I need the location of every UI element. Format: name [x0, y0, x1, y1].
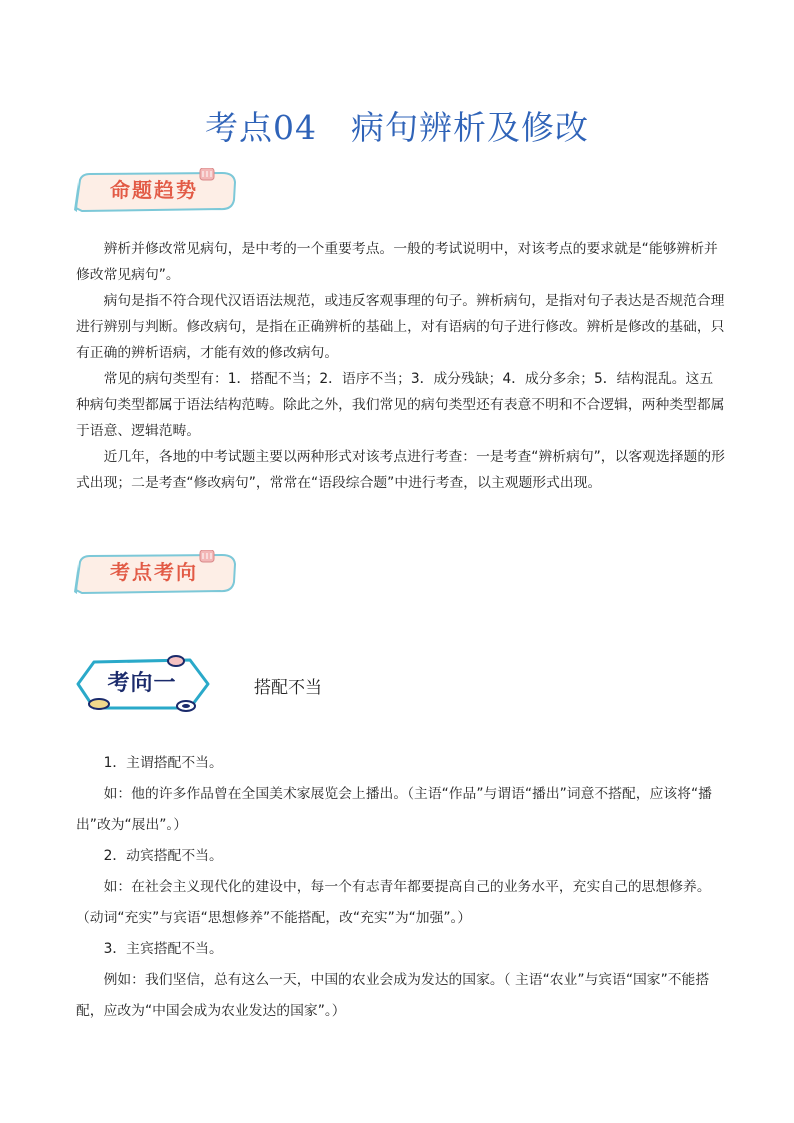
list-item: 3．主宾搭配不当。: [103, 941, 223, 957]
section-heading: 搭配不当: [254, 678, 322, 698]
badge-label: 考向一: [107, 670, 177, 696]
paragraph: 常见的病句类型有：1．搭配不当；2．语序不当；3．成分残缺；4．成分多余；5．结构混乱。这五种病句类型都属于语法结构范畴。除此之外，我们常见的病句类型还有表意不明和不合逻辑，两种类型都属于语意、逻辑范畴。: [76, 371, 725, 439]
section-tag-direction: [72, 550, 240, 596]
tag-label: 命题趋势: [110, 178, 198, 202]
list-item: （动词“充实”与宾语“思想修养”不能搭配，改“充实”为“加强”。）: [76, 910, 472, 926]
direction-badge: [72, 648, 212, 718]
intro-text: [76, 236, 726, 496]
paragraph: 近几年，各地的中考试题主要以两种形式对该考点进行考查：一是考查“辨析病句”，以客观选择题的形式出现；二是考查“修改病句”，常常在“语段综合题”中进行考查，以主观题形式出现。: [76, 449, 725, 491]
examples-list: [76, 748, 726, 1027]
list-item: 例如：我们坚信，总有这么一天，中国的农业会成为发达的国家。（ 主语“农业”与宾语“国家”不能搭配，应改为“中国会成为农业发达的国家”。）: [76, 972, 710, 1019]
paragraph: 病句是指不符合现代汉语语法规范，或违反客观事理的句子。辨析病句，是指对句子表达是否规范合理进行辨别与判断。修改病句，是指在正确辨析的基础上，对有语病的句子进行修改。辨析是修改的基础，只有正确的辨析语病，才能有效的修改病句。: [76, 293, 725, 361]
list-item: 1．主谓搭配不当。: [103, 755, 223, 771]
paragraph: 辨析并修改常见病句，是中考的一个重要考点。一般的考试说明中，对该考点的要求就是“能够辨析并修改常见病句”。: [76, 241, 718, 283]
section-tag-trend: [72, 168, 240, 214]
list-item: 如：在社会主义现代化的建设中，每一个有志青年都要提高自己的业务水平，充实自己的思想修养。: [103, 879, 711, 895]
list-item: 如：他的许多作品曾在全国美术家展览会上播出。（主语“作品”与谓语“播出”词意不搭配，应该将“播出”改为“展出”。）: [76, 786, 712, 833]
list-item: 2．动宾搭配不当。: [103, 848, 223, 864]
page-title: 考点04 病句辨析及修改: [205, 108, 589, 147]
tag-label: 考点考向: [110, 560, 198, 584]
